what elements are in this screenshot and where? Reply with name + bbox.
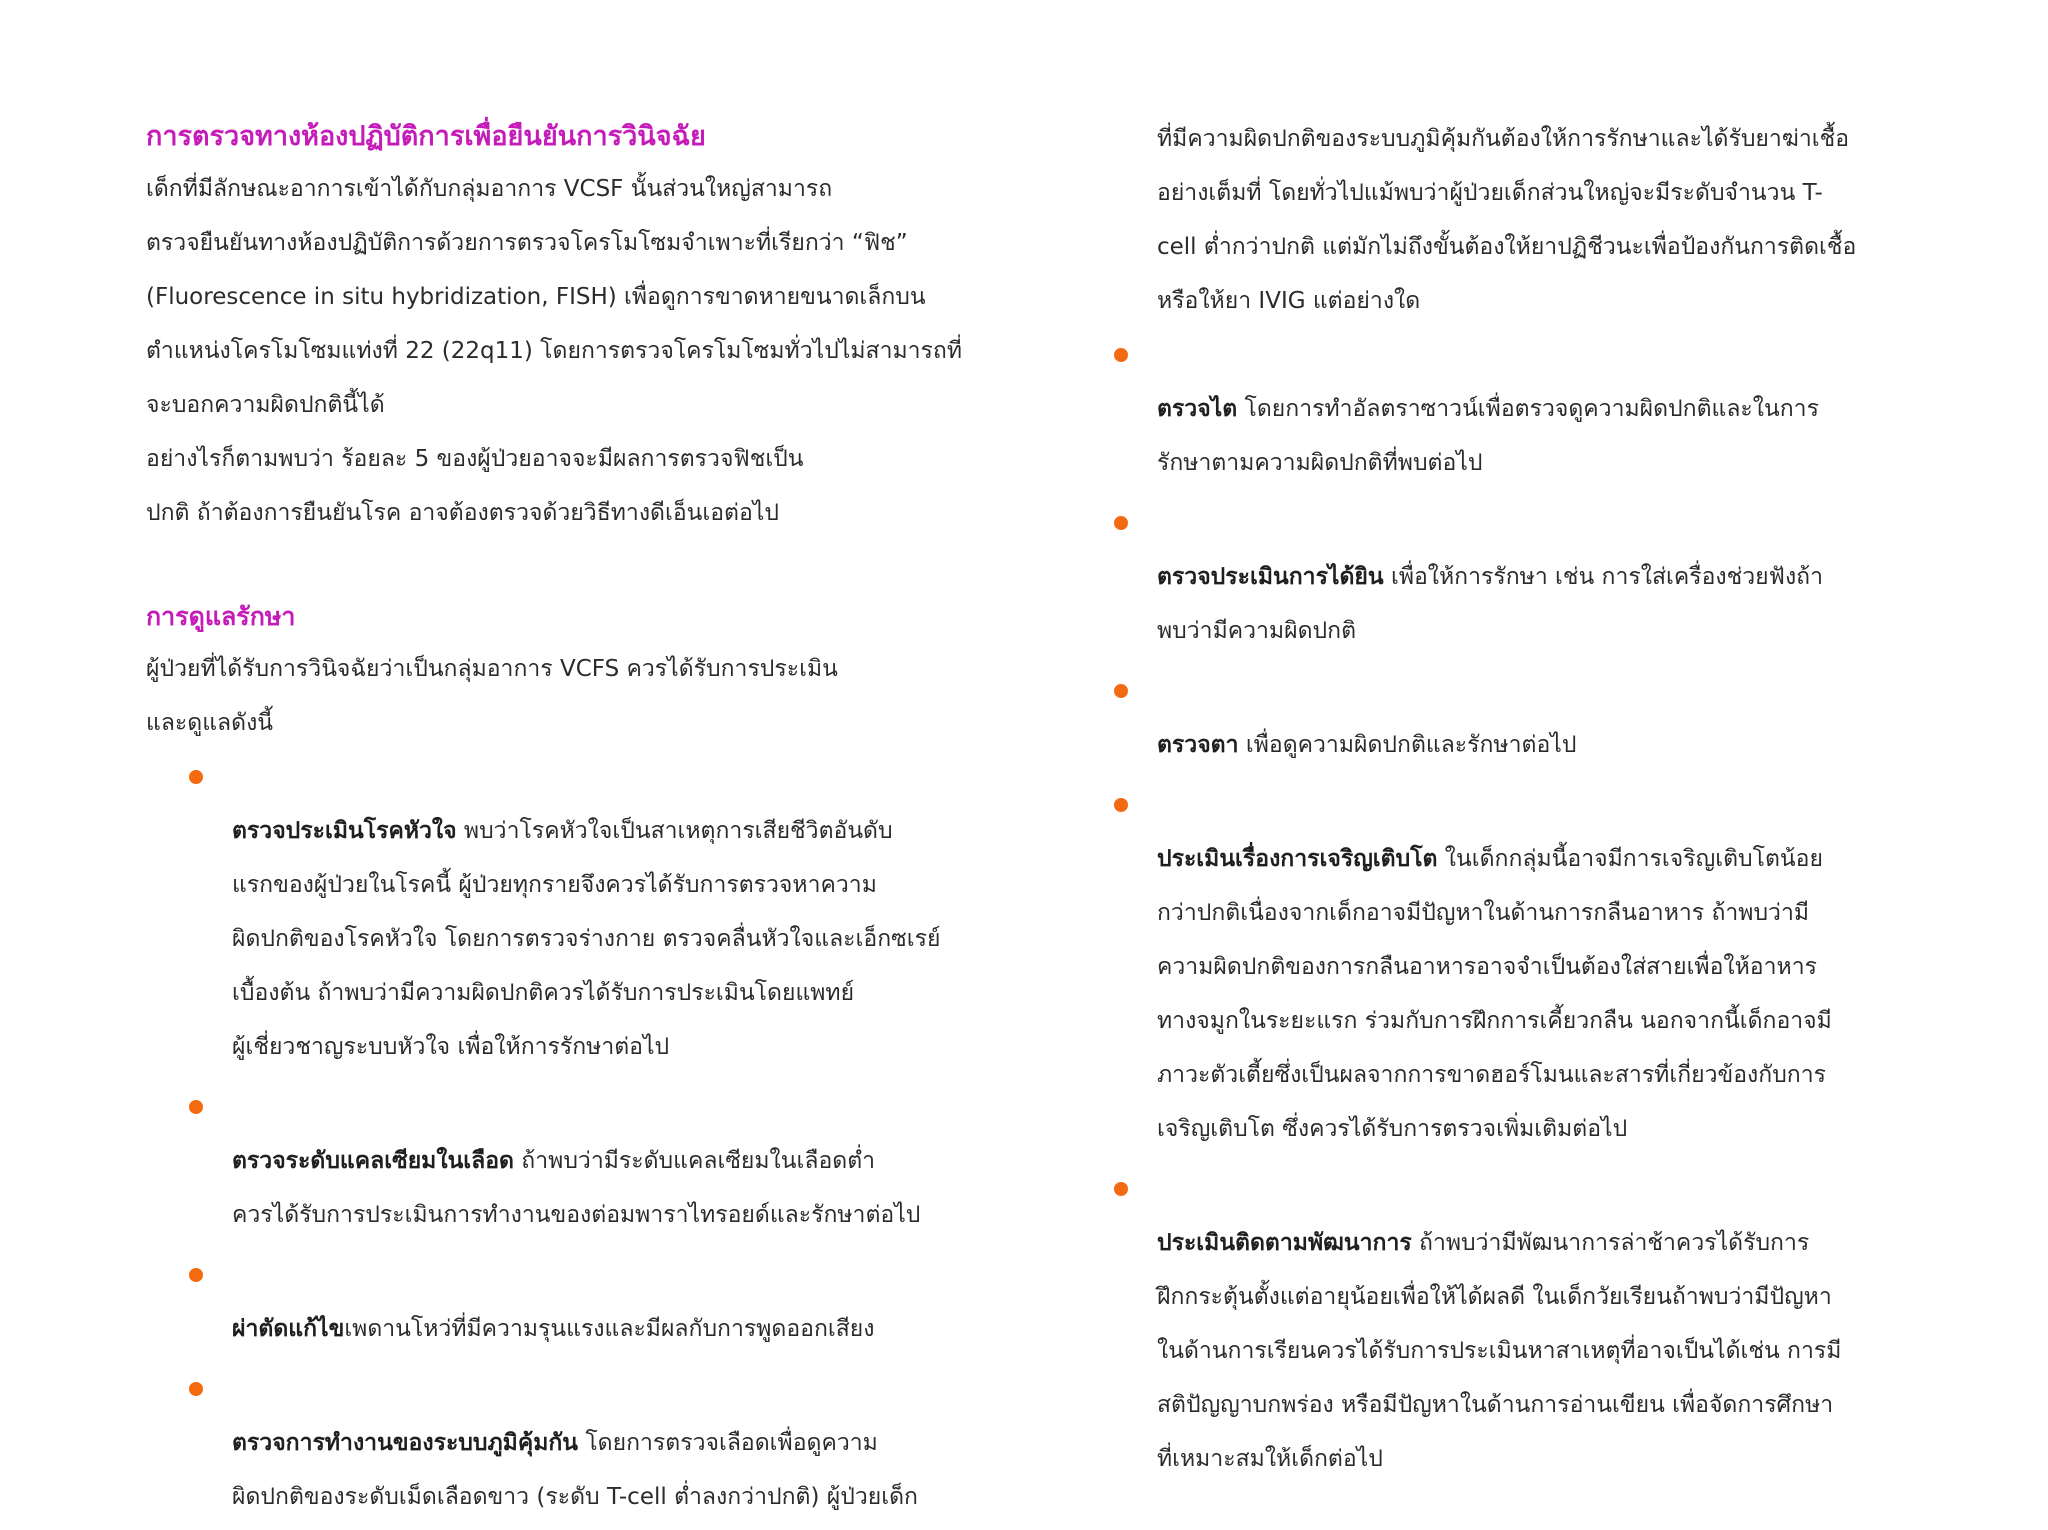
list-item xyxy=(189,750,1006,1074)
care-bullet-list xyxy=(189,750,1006,1524)
bullet-icon xyxy=(1114,516,1128,530)
bullet-title: ประเมินติดตามพัฒนาการ xyxy=(1157,1230,1412,1256)
list-item xyxy=(1157,778,1927,1156)
bullet-icon xyxy=(189,1268,203,1282)
bullet-title: ประเมินเรื่องการเจริญเติบโต xyxy=(1157,846,1438,872)
section-heading-care: การดูแลรักษา xyxy=(146,602,296,631)
spacer xyxy=(146,540,1006,592)
list-item xyxy=(1157,664,1927,772)
left-column xyxy=(146,112,1006,1530)
section-heading-lab-diagnosis: การตรวจทางห้องปฏิบัติการเพื่อยืนยันการวินิจฉัย xyxy=(146,121,706,152)
paragraph-fish-test: เด็กที่มีลักษณะอาการเข้าได้กับกลุ่มอาการ VCSF นั้นส่วนใหญ่สามารถ ตรวจยืนยันทางห้องปฏิบัติการด้วยการตรวจโครโมโซมจำเพาะที่เรียกว่า “ฟิช” (Fluorescence in situ hybridization, FISH) เพื่อดูการขาดหายขนาดเล็กบน ตำแหน่งโครโมโซมแท่งที่ 22 (22q11) โดยการตรวจโครโมโซมทั่วไปไม่สามารถที่ จะบอกความผิดปกตินี้ได้ xyxy=(146,176,962,418)
bullet-title: ตรวจระดับแคลเซียมในเลือด xyxy=(232,1148,514,1174)
list-item xyxy=(189,1080,1006,1242)
list-item xyxy=(1157,1162,1927,1486)
list-item xyxy=(1157,496,1927,658)
bullet-text: พบว่าโรคหัวใจเป็นสาเหตุการเสียชีวิตอันดับ แรกของผู้ป่วยในโรคนี้ ผู้ป่วยทุกรายจึงควรได้รับการตรวจหาความ ผิดปกติของโรคหัวใจ โดยการตรวจร่างกาย ตรวจคลื่นหัวใจและเอ็กซเรย์ เบื้องต้น ถ้าพบว่ามีความผิดปกติควรได้รับการประเมินโดยแพทย์ ผู้เชี่ยวชาญระบบหัวใจ เพื่อให้การรักษาต่อไป xyxy=(232,818,941,1060)
list-item xyxy=(189,1362,1006,1524)
bullet-title: ผ่าตัดแก้ไข xyxy=(232,1316,345,1342)
bullet-title: ตรวจประเมินโรคหัวใจ xyxy=(232,818,457,844)
bullet-icon xyxy=(1114,798,1128,812)
bullet-icon xyxy=(189,1382,203,1396)
bullet-icon xyxy=(1114,348,1128,362)
paragraph-dna-test: อย่างไรก็ตามพบว่า ร้อยละ 5 ของผู้ป่วยอาจจะมีผลการตรวจฟิชเป็น ปกติ ถ้าต้องการยืนยันโรค อาจต้องตรวจด้วยวิธีทางดีเอ็นเอต่อไป xyxy=(146,446,804,526)
bullet-text: โดยการทำอัลตราซาวน์เพื่อตรวจดูความผิดปกติและในการ รักษาตามความผิดปกติที่พบต่อไป xyxy=(1157,396,1819,476)
bullet-title: ตรวจไต xyxy=(1157,396,1238,422)
list-item xyxy=(189,1248,1006,1356)
bullet-title: ตรวจประเมินการได้ยิน xyxy=(1157,564,1384,590)
bullet-icon xyxy=(189,1100,203,1114)
paragraph-immune-continuation: ที่มีความผิดปกติของระบบภูมิคุ้มกันต้องให้การรักษาและได้รับยาฆ่าเชื้อ อย่างเต็มที่ โดยทั่วไปแม้พบว่าผู้ป่วยเด็กส่วนใหญ่จะมีระดับจำนวน T- cell ต่ำกว่าปกติ แต่มักไม่ถึงขั้นต้องให้ยาปฏิชีวนะเพื่อป้องกันการติดเชื้อ หรือให้ยา IVIG แต่อย่างใด xyxy=(1157,126,1857,314)
bullet-icon xyxy=(1114,1182,1128,1196)
list-item xyxy=(1157,328,1927,490)
bullet-title: ตรวจการทำงานของระบบภูมิคุ้มกัน xyxy=(232,1430,579,1456)
bullet-icon xyxy=(1114,684,1128,698)
bullet-text: ถ้าพบว่ามีพัฒนาการล่าช้าควรได้รับการ ฝึกกระตุ้นตั้งแต่อายุน้อยเพื่อให้ได้ผลดี ในเด็กวัยเรียนถ้าพบว่ามีปัญหา ในด้านการเรียนควรได้รับการประเมินหาสาเหตุที่อาจเป็นได้เช่น การมี สติปัญญาบกพร่อง หรือมีปัญหาในด้านการอ่านเขียน เพื่อจัดการศึกษา ที่เหมาะสมให้เด็กต่อไป xyxy=(1157,1230,1842,1472)
paragraph-care-intro: ผู้ป่วยที่ได้รับการวินิจฉัยว่าเป็นกลุ่มอาการ VCFS ควรได้รับการประเมิน และดูแลดังนี้ xyxy=(146,656,838,736)
bullet-icon xyxy=(189,770,203,784)
bullet-title: ตรวจตา xyxy=(1157,732,1239,758)
bullet-text: เพื่อให้การรักษา เช่น การใส่เครื่องช่วยฟังถ้า พบว่ามีความผิดปกติ xyxy=(1157,564,1824,644)
bullet-text: เพดานโหว่ที่มีความรุนแรงและมีผลกับการพูดออกเสียง xyxy=(344,1316,875,1342)
bullet-text: โดยการตรวจเลือดเพื่อดูความ ผิดปกติของระดับเม็ดเลือดขาว (ระดับ T-cell ต่ำลงกว่าปกติ) ผู้ป่วยเด็ก xyxy=(232,1430,918,1510)
bullet-text: ถ้าพบว่ามีระดับแคลเซียมในเลือดต่ำ ควรได้รับการประเมินการทำงานของต่อมพาราไทรอยด์และรักษาต่อไป xyxy=(232,1148,921,1228)
right-column xyxy=(1157,112,1927,1492)
care-bullet-list-continued xyxy=(1157,328,1927,1486)
bullet-text: เพื่อดูความผิดปกติและรักษาต่อไป xyxy=(1238,732,1577,758)
bullet-text: ในเด็กกลุ่มนี้อาจมีการเจริญเติบโตน้อย กว่าปกติเนื่องจากเด็กอาจมีปัญหาในด้านการกลืนอาหาร ถ้าพบว่ามี ความผิดปกติของการกลืนอาหารอาจจำเป็นต้องใส่สายเพื่อให้อาหาร ทางจมูกในระยะแรก ร่วมกับการฝึกการเคี้ยวกลืน นอกจากนี้เด็กอาจมี ภาวะตัวเตี้ยซึ่งเป็นผลจากการขาดฮอร์โมนและสารที่เกี่ยวข้องกับการ เจริญเติบโต ซึ่งควรได้รับการตรวจเพิ่มเติมต่อไป xyxy=(1157,846,1832,1142)
